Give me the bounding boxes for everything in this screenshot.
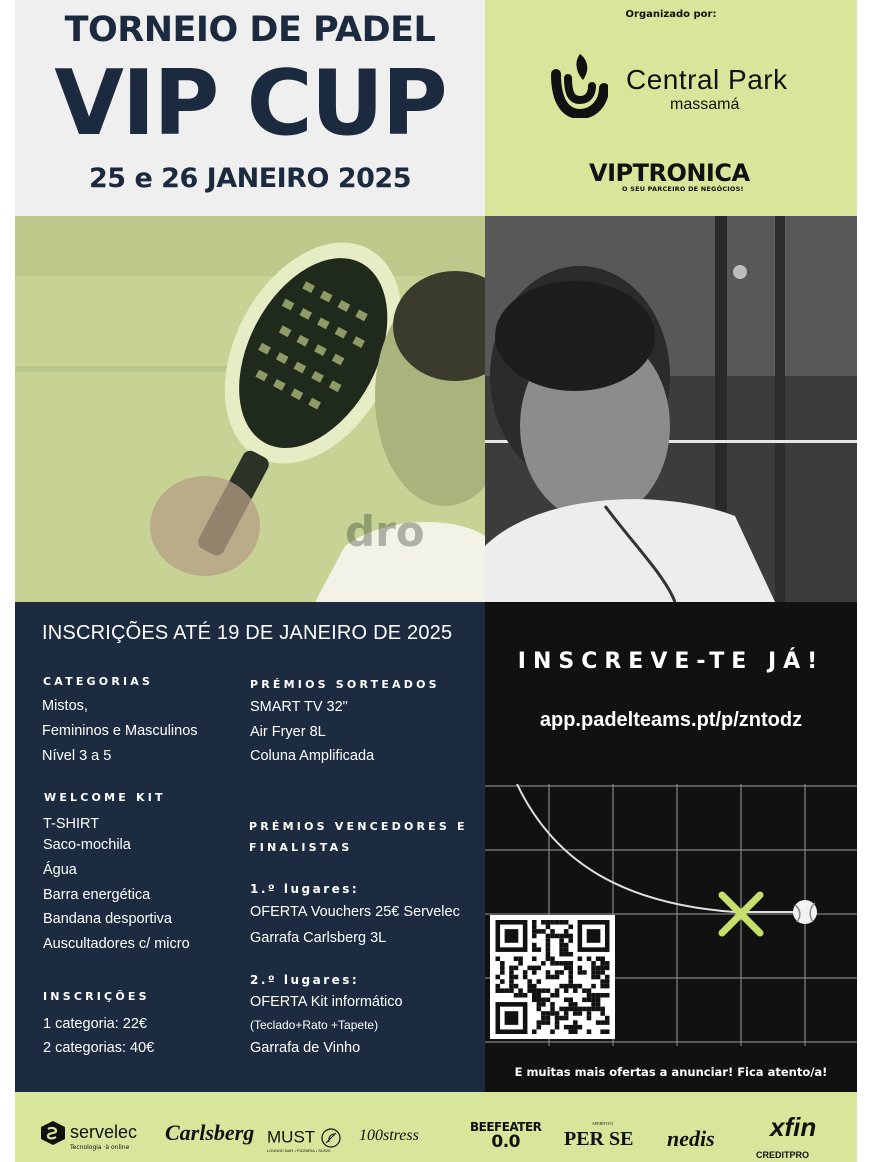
qr-code-icon xyxy=(495,920,610,1034)
fees-heading: INSCRIÇÕES xyxy=(43,990,150,1003)
organizer-1-sub: massamá xyxy=(670,96,740,113)
second-place-item: Garrafa de Vinho xyxy=(250,1040,361,1056)
kit-item: Barra energética xyxy=(43,887,151,903)
raffle-prize-item: SMART TV 32" xyxy=(250,699,348,715)
first-place-item: Garrafa Carlsberg 3L xyxy=(250,930,387,946)
signup-title: INSCREVE-TE JÁ! xyxy=(517,649,825,674)
winner-prizes-heading: PRÉMIOS VENCEDORES E xyxy=(249,820,468,833)
must-name: MUST xyxy=(267,1127,315,1147)
category-item: Femininos e Masculinos xyxy=(42,723,198,739)
sponsors-bar xyxy=(15,1092,857,1162)
kit-item: Bandana desportiva xyxy=(43,911,172,927)
sponsor-xfin xyxy=(756,1112,817,1160)
servelec-tagline: Tecnologia ·à online xyxy=(70,1144,130,1151)
organizer-label: Organizado por: xyxy=(625,9,717,20)
player-photo-left xyxy=(15,216,485,602)
sponsor-nedis: nedis xyxy=(667,1126,715,1151)
sponsor-beefeater xyxy=(470,1120,541,1150)
raffle-prize-item: Coluna Amplificada xyxy=(250,748,375,764)
qr-code[interactable] xyxy=(490,915,615,1039)
second-place-item: (Teclado+Rato +Tapete) xyxy=(250,1018,379,1032)
signup-panel xyxy=(485,602,857,1092)
winner-prizes-heading-2: FINALISTAS xyxy=(249,841,353,854)
servelec-logo-icon xyxy=(37,1119,67,1147)
organizer-1-name: Central Park xyxy=(626,64,788,95)
xfin-name: xfin xyxy=(770,1112,817,1142)
second-place-item: OFERTA Kit informático xyxy=(250,994,403,1010)
perse-subtitle: APERITIVO xyxy=(592,1121,614,1126)
kit-item: Auscultadores c/ micro xyxy=(43,936,190,952)
kit-item: T-SHIRT xyxy=(43,816,100,832)
organizer-2-tagline: O SEU PARCEIRO DE NEGÓCIOS! xyxy=(622,185,744,193)
beefeater-zero: 0.0 xyxy=(491,1132,521,1152)
title-line-1: TORNEIO DE PADEL xyxy=(64,10,436,50)
creditpro-name: CREDITPRO xyxy=(756,1150,810,1160)
must-leaf-icon xyxy=(320,1127,342,1149)
sponsor-perse xyxy=(564,1121,634,1151)
servelec-name: servelec xyxy=(70,1122,138,1142)
organizer-block xyxy=(485,0,857,216)
perse-name: PER SE xyxy=(564,1128,634,1150)
title-block xyxy=(15,0,485,216)
category-item: Mistos, xyxy=(42,698,88,714)
category-item: Nível 3 a 5 xyxy=(42,748,112,764)
kit-item: Água xyxy=(43,862,77,878)
sponsor-100stress: 100stress xyxy=(359,1127,419,1144)
fee-item: 2 categorias: 40€ xyxy=(43,1040,155,1056)
info-panel xyxy=(15,602,485,1092)
kit-item: Saco-mochila xyxy=(43,837,131,853)
beefeater-name: BEEFEATER xyxy=(470,1120,542,1134)
svg-text:dro: dro xyxy=(345,507,425,556)
signup-footer: E muitas mais ofertas a anunciar! Fica atento/a! xyxy=(514,1065,828,1079)
raffle-prizes-heading: PRÉMIOS SORTEADOS xyxy=(250,678,440,691)
title-line-2: VIP CUP xyxy=(54,51,446,156)
sponsor-must xyxy=(267,1127,342,1153)
organizer-2-name: VIPTRONICA xyxy=(589,159,750,187)
registration-deadline: INSCRIÇÕES ATÉ 19 DE JANEIRO DE 2025 xyxy=(42,622,453,644)
signup-link[interactable]: app.padelteams.pt/p/zntodz xyxy=(539,709,803,731)
player-photo-right xyxy=(485,216,857,602)
sponsor-carlsberg: Carlsberg xyxy=(165,1120,255,1145)
first-place-item: OFERTA Vouchers 25€ Servelec xyxy=(250,904,460,920)
categories-heading: CATEGORIAS xyxy=(43,675,154,688)
second-place-heading: 2.º lugares: xyxy=(250,973,360,987)
must-subtitle: LOUNGE BAR • PIZZARIA • SUSHI xyxy=(267,1148,331,1153)
poster xyxy=(15,0,857,1162)
fee-item: 1 categoria: 22€ xyxy=(43,1016,147,1032)
event-dates: 25 e 26 JANEIRO 2025 xyxy=(89,163,411,194)
first-place-heading: 1.º lugares: xyxy=(250,882,360,896)
welcome-kit-heading: WELCOME KIT xyxy=(44,791,166,804)
central-park-logo-icon xyxy=(550,52,608,118)
raffle-prize-item: Air Fryer 8L xyxy=(250,724,326,740)
